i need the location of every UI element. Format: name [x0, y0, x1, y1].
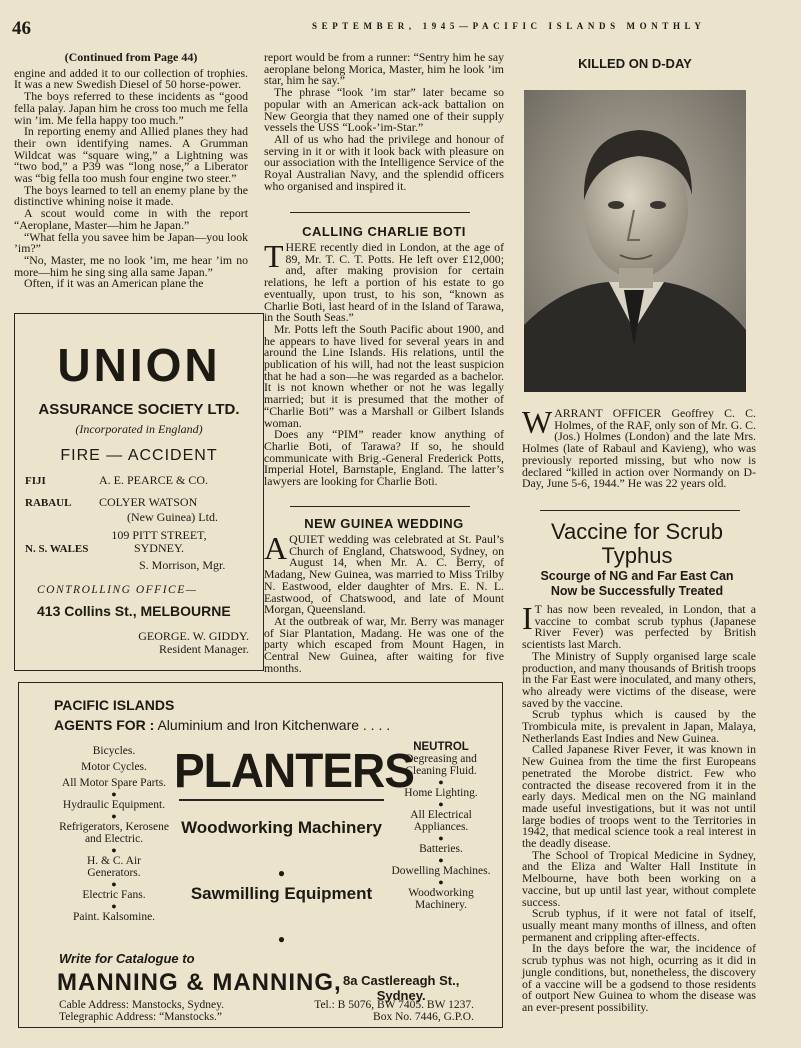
- killed-headline: KILLED ON D-DAY: [578, 56, 692, 71]
- list-item: Batteries.: [419, 843, 463, 855]
- paragraph: Often, if it was an American plane the: [24, 276, 204, 291]
- bullet-dot: ●: [111, 845, 117, 855]
- column-1: [14, 52, 248, 290]
- planters-brand: PLANTERS: [174, 742, 414, 798]
- paragraph: QUIET wedding was celebrated at St. Paul’s Church of England, Chatswood, Sydney, on August 14, when Mr. A. C. Berry, of Madang, New Guinea, was married to Miss Trilby N. Eastwood, elder daughter of Mrs. E. N. L. Eastwood, of Chatswood, and late of Mount Morgan, Queensland.: [264, 532, 504, 617]
- agents-label: AGENTS FOR :: [54, 717, 155, 733]
- po-box: Box No. 7446, G.P.O.: [373, 1011, 474, 1023]
- list-item: Paint. Kalsomine.: [72, 911, 156, 923]
- paragraph: The phrase “look ’im star” later became so popular with an American ack-ack battalion on New Georgia that they named one of their supply vessels the USS “Look-’im-Star.”: [264, 85, 504, 135]
- vaccine-subheadline: [520, 569, 754, 599]
- paragraph: Scrub typhus which is caused by the Trombicula mite, is prevalent in Japan, Malaya, Netherlands East Indies and New Guinea.: [522, 707, 756, 745]
- planters-right-list: [391, 741, 491, 911]
- divider: [540, 510, 740, 511]
- list-item: Motor Cycles.: [81, 761, 147, 773]
- page-number: 46: [12, 18, 31, 39]
- portrait-photo: [524, 90, 746, 392]
- paragraph: Mr. Potts left the South Pacific about 1900, and he appears to have lived for several years in and around the Line Islands. His relations, until the publication of his will, had not the least suspicion that he had a son—he was regarded as a bachelor. It is not known whether or not he was legally married; but it is presumed that the mother of “Charlie Boti” was a Marshall or Gilbert Islands woman.: [264, 321, 504, 430]
- wedding-article: [264, 530, 504, 675]
- paragraph: The School of Tropical Medicine in Sydney, and the Eliza and Walter Hall Institute in Melbourne, have both been working on a vaccine, but up until last year, without complete success.: [522, 847, 756, 909]
- agent-place: FIJI: [25, 475, 46, 487]
- list-item: Woodworking Machinery.: [408, 887, 474, 911]
- divider: [290, 506, 470, 507]
- bullet-dot: ●: [111, 901, 117, 911]
- agent-name: 109 PITT STREET, SYDNEY.: [111, 528, 207, 555]
- agent-row: [25, 473, 208, 488]
- telephone-box: [314, 999, 474, 1023]
- planters-left-list: [59, 745, 169, 923]
- list-item: Degreasing and Cleaning Fluid.: [405, 753, 477, 777]
- bullet-dot: ●: [438, 877, 444, 887]
- telegraphic-address: Telegraphic Address: “Manstocks.”: [59, 1011, 223, 1023]
- paragraph: At the outbreak of war, Mr. Berry was manager of Siar Plantation, Madang. He was one of the party which escaped from Mount Hagen, in Central New Guinea, after waiting for five months.: [264, 613, 504, 675]
- agent-place: RABAUL: [25, 497, 72, 509]
- bullet-dot: ●: [277, 932, 286, 946]
- vaccine-headline: [520, 520, 754, 568]
- continued-note: (Continued from Page 44): [64, 50, 198, 64]
- bullet-dot: ●: [438, 833, 444, 843]
- paragraph: In the days before the war, the incidence of scrub typhus was not high, ocurring as it did in jungle conditions, but, nonetheless, the discovery of a vaccine will be a godsend to those residents of outport New Guinea to whom the disease was an ever-present possibility.: [522, 941, 756, 1014]
- bullet-dot: ●: [111, 811, 117, 821]
- vaccine-article: [522, 600, 756, 1014]
- street: 8a Castlereagh St.,: [343, 973, 460, 988]
- list-item: H. & C. Air Generators.: [87, 855, 141, 879]
- write-for-catalogue: Write for Catalogue to: [59, 951, 195, 966]
- divider: [179, 799, 384, 801]
- paragraph: “No, Master, me no look ’im, me hear ’im no more—him he sing sing alla same Japan.”: [14, 252, 248, 279]
- controlling-office-label: CONTROLLING OFFICE—: [37, 584, 198, 596]
- union-incorporated: (Incorporated in England): [75, 422, 203, 436]
- boti-article: [264, 238, 504, 489]
- list-item: NEUTROL: [413, 741, 469, 753]
- dropcap: T: [264, 238, 284, 274]
- wedding-headline: NEW GUINEA WEDDING: [304, 516, 464, 531]
- agents-for: Aluminium and Iron Kitchenware . . . .: [157, 717, 391, 733]
- dropcap: I: [522, 600, 533, 636]
- paragraph: engine and added it to our collection of trophies. It was a new Swedish Diesel of 50 horse-power.: [14, 65, 248, 92]
- paragraph: T has now been revealed, in London, that a vaccine to combat scrub typhus (Japanese River Fever) was perfected by British scientists last March.: [522, 602, 756, 652]
- dropcap: W: [522, 404, 553, 440]
- bullet-dot: ●: [277, 866, 286, 880]
- agent-name: A. E. PEARCE & CO.: [99, 473, 209, 487]
- paragraph: HERE recently died in London, at the age of 89, Mr. T. C. T. Potts. He left over £12,000; and, after making provision for certain relations, he left a portion of his estate to go eventually, upon trust, to his son, “known as Charlie Boti, last heard of in the Island of Tarawa, in the South Seas.”: [264, 240, 504, 325]
- list-item: Electric Fans.: [82, 889, 146, 901]
- manager-name: GEORGE. W. GIDDY.: [138, 629, 249, 643]
- list-item: Home Lighting.: [404, 787, 478, 799]
- woodworking-machinery: Woodworking Machinery: [181, 818, 382, 837]
- list-item: Refrigerators, Kerosene and Electric.: [59, 821, 169, 845]
- telephone: Tel.: B 5076, BW 7405. BW 1237.: [314, 999, 474, 1011]
- bullet-dot: ●: [438, 777, 444, 787]
- bullet-dot: ●: [438, 855, 444, 865]
- paragraph: A scout would come in with the report “Aeroplane, Master—him he Japan.”: [14, 206, 248, 232]
- cable-addresses: [59, 999, 224, 1023]
- paragraph: All of us who had the privilege and honour of serving in it or with it look back with pleasure on our association with the Intelligence Service of the Royal Australian Navy, and the splendid officers who organised and inspired it.: [264, 131, 504, 193]
- agent-name: COLYER WATSON: [99, 495, 198, 509]
- planters-region: PACIFIC ISLANDS: [54, 697, 175, 713]
- paragraph: In reporting enemy and Allied planes they had their own identifying names. A Grumman Wildcat was “square wing,” a Lightning was “two bod,” a P39 was “long nose,” a Liberator was “big fella too mush four engine two steer.”: [14, 124, 248, 186]
- list-item: Dowelling Machines.: [391, 865, 491, 877]
- agent-row: [25, 529, 219, 556]
- paragraph: The boys learned to tell an enemy plane by the distinctive whining noise it made.: [14, 182, 248, 209]
- controlling-office-address: 413 Collins St., MELBOURNE: [37, 603, 231, 619]
- city: Sydney.: [376, 988, 426, 1003]
- agent-row: [25, 495, 197, 510]
- killed-caption: [522, 404, 756, 491]
- union-subtitle: ASSURANCE SOCIETY LTD.: [38, 401, 240, 418]
- list-item: All Motor Spare Parts.: [61, 777, 167, 789]
- agent-place: N. S. WALES: [25, 543, 89, 555]
- planters-ad: [18, 682, 503, 1028]
- union-assurance-ad: [14, 313, 264, 671]
- resident-manager: [138, 630, 249, 656]
- manning-and-manning: MANNING & MANNING,: [57, 969, 342, 996]
- agent-row-cont: S. Morrison, Mgr.: [139, 558, 226, 572]
- vaccine-subheadline-line: Scourge of NG and Far East Can: [540, 569, 734, 583]
- column-2: [264, 52, 504, 192]
- boti-headline: CALLING CHARLIE BOTI: [302, 224, 466, 239]
- list-item: All Electrical Appliances.: [410, 809, 472, 833]
- bullet-dot: ●: [111, 789, 117, 799]
- list-item: Bicycles.: [92, 745, 136, 757]
- paragraph: The boys referred to these incidents as “good fella palay. Japan him he cross too much me fella win ’im. Me fella happy too much.”: [14, 89, 248, 127]
- vaccine-subheadline-line: Now be Successfully Treated: [550, 584, 724, 598]
- union-lines: FIRE — ACCIDENT: [60, 447, 218, 464]
- running-title: SEPTEMBER, 1945—PACIFIC ISLANDS MONTHLY: [312, 21, 706, 31]
- paragraph: ARRANT OFFICER Geoffrey C. C. Holmes, of the RAF, only son of Mr. G. C. (Jos.) Holmes (London) and the late Mrs. Holmes (late of Rabaul and Kavieng), who was previously reported missing, but who now is declared “killed in action over Normandy on D-Day, June 5-6, 1944.” He was 22 years old.: [522, 406, 756, 491]
- list-item: Hydraulic Equipment.: [62, 799, 166, 811]
- cable-address: Cable Address: Manstocks, Sydney.: [59, 999, 225, 1011]
- dropcap: A: [264, 530, 288, 566]
- paragraph: report would be from a runner: “Sentry him he say aeroplane belong Morica, Master, him he look ’im star, him he say.”: [264, 50, 504, 88]
- bullet-dot: ●: [111, 879, 117, 889]
- paragraph: The Ministry of Supply organised large scale production, and many thousands of British troops in the Far East were inoculated, and many others, who already were victims of the disease, were saved by the vaccine.: [522, 648, 756, 710]
- paragraph: Scrub typhus, if it were not fatal of itself, usually meant many months of illness, and often permanent and crippling after-effects.: [522, 906, 756, 944]
- union-logo-text: UNION: [57, 339, 221, 391]
- vaccine-headline-line: Vaccine for Scrub: [550, 519, 723, 544]
- manager-title: Resident Manager.: [159, 642, 249, 656]
- planters-agents-line: [54, 717, 390, 733]
- paragraph: Called Japanese River Fever, it was known in New Guinea from the time the first Europeans penetrated the Morobe district. Few who contracted the disease recovered from it in the early days. Medical men on the NG mainland made useful investigations, but it was not until large bodies of troops went to the Territories in 1942, that medical science took a real interest in the deadly disease.: [522, 742, 756, 851]
- sawmilling-equipment: Sawmilling Equipment: [190, 884, 373, 903]
- paragraph: “What fella you savee him be Japan—you look ’im?”: [14, 229, 248, 256]
- vaccine-headline-line: Typhus: [601, 543, 673, 568]
- divider: [290, 212, 470, 213]
- paragraph: Does any “PIM” reader know anything of Charlie Boti, of Tarawa? If so, he should communicate with Brig.-General Frederick Potts, Imperial Hotel, Barnstaple, England. The latter’s lawyers are looking for Charlie Boti.: [264, 427, 504, 489]
- agent-row-cont: (New Guinea) Ltd.: [127, 510, 218, 524]
- bullet-dot: ●: [438, 799, 444, 809]
